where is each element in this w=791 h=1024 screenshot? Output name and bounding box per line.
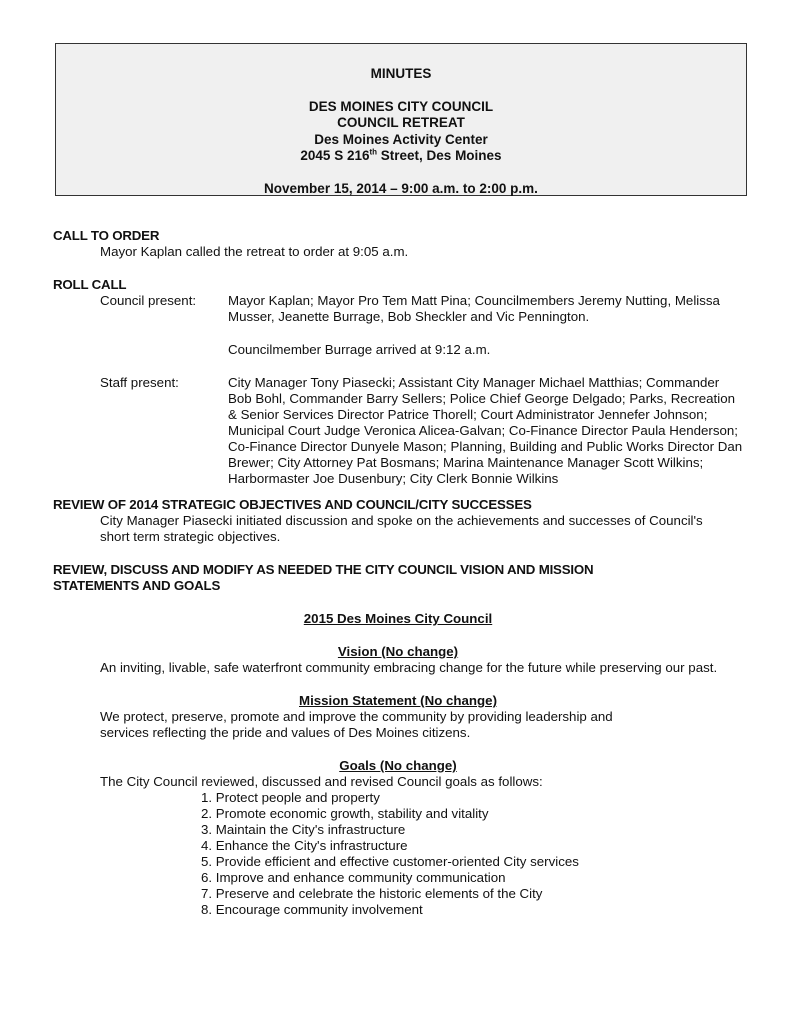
event-name: COUNCIL RETREAT — [337, 115, 465, 130]
section-text: City Manager Piasecki initiated discussion and spoke on the achievements and successes of Council's short term strategic objectives. — [100, 513, 703, 544]
vision-heading: Vision (No change) — [337, 644, 459, 659]
venue-name: Des Moines Activity Center — [314, 131, 488, 147]
council-subtitle: 2015 Des Moines City Council — [303, 611, 493, 626]
venue-address — [56, 148, 746, 165]
section-review-2014 — [53, 497, 743, 545]
goals-heading: Goals (No change) — [339, 758, 457, 773]
council-present-list: Mayor Kaplan; Mayor Pro Tem Matt Pina; Councilmembers Jeremy Nutting, Melissa Musser, Jeanette Burrage, Bob Sheckler and Vic Pennington. — [228, 293, 720, 324]
mission-text: We protect, preserve, promote and improve the community by providing leadership and services reflecting the pride and values of Des Moines citizens. — [100, 709, 613, 740]
section-roll-call — [53, 277, 743, 487]
address-suffix: Street, Des Moines — [377, 148, 502, 163]
meeting-date-time: November 15, 2014 – 9:00 a.m. to 2:00 p.m. — [264, 180, 538, 196]
section-text: Mayor Kaplan called the retreat to order at 9:05 a.m. — [100, 244, 409, 259]
late-arrival-row — [53, 342, 743, 358]
staff-present-label: Staff present: — [100, 375, 179, 390]
vision-text: An inviting, livable, safe waterfront community embracing change for the future while preserving our past. — [100, 660, 718, 675]
late-arrival-note: Councilmember Burrage arrived at 9:12 a.m. — [228, 342, 491, 357]
section-review-vision — [53, 562, 743, 918]
organization-name: DES MOINES CITY COUNCIL — [308, 98, 494, 114]
staff-present-row — [53, 375, 743, 487]
goal-item: 7. Preserve and celebrate the historic elements of the City — [201, 886, 543, 901]
address-superscript: th — [369, 147, 378, 157]
mission-heading: Mission Statement (No change) — [299, 693, 497, 708]
goal-item: 1. Protect people and property — [201, 790, 380, 805]
section-heading: CALL TO ORDER — [53, 228, 160, 243]
section-heading: ROLL CALL — [53, 277, 127, 292]
goals-intro: The City Council reviewed, discussed and revised Council goals as follows: — [100, 774, 543, 789]
address-prefix: 2045 S 216 — [300, 148, 370, 163]
minutes-body — [53, 228, 743, 918]
section-call-to-order — [53, 228, 743, 260]
council-present-label: Council present: — [100, 293, 197, 308]
document-title: MINUTES — [370, 66, 432, 81]
section-heading: REVIEW OF 2014 STRATEGIC OBJECTIVES AND COUNCIL/CITY SUCCESSES — [53, 497, 532, 512]
council-present-row — [53, 293, 743, 325]
section-heading: REVIEW, DISCUSS AND MODIFY AS NEEDED THE CITY COUNCIL VISION AND MISSION STATEMENTS AND GOALS — [53, 562, 594, 593]
goal-item: 2. Promote economic growth, stability and vitality — [201, 806, 489, 821]
goals-list — [53, 790, 743, 918]
minutes-header-box — [55, 43, 747, 196]
goal-item: 5. Provide efficient and effective customer-oriented City services — [201, 854, 579, 869]
goal-item: 4. Enhance the City's infrastructure — [201, 838, 408, 853]
staff-present-list: City Manager Tony Piasecki; Assistant City Manager Michael Matthias; Commander Bob Bohl, Commander Barry Sellers; Police Chief George Delgado; Parks, Recreation & Senior Services Director Patrice Thorell; Court Administrator Jennefer Johnson; Municipal Court Judge Veronica Alicea-Galvan; Co-Finance Director Paula Henderson; Co-Finance Director Dunyele Mason; Planning, Building and Public Works Director Dan Brewer; City Attorney Pat Bosmans; Marina Maintenance Manager Scott Wilkins; Harbormaster Joe Dusenbury; City Clerk Bonnie Wilkins — [228, 375, 743, 486]
goal-item: 6. Improve and enhance community communication — [201, 870, 506, 885]
goal-item: 8. Encourage community involvement — [201, 902, 423, 917]
goal-item: 3. Maintain the City's infrastructure — [201, 822, 406, 837]
